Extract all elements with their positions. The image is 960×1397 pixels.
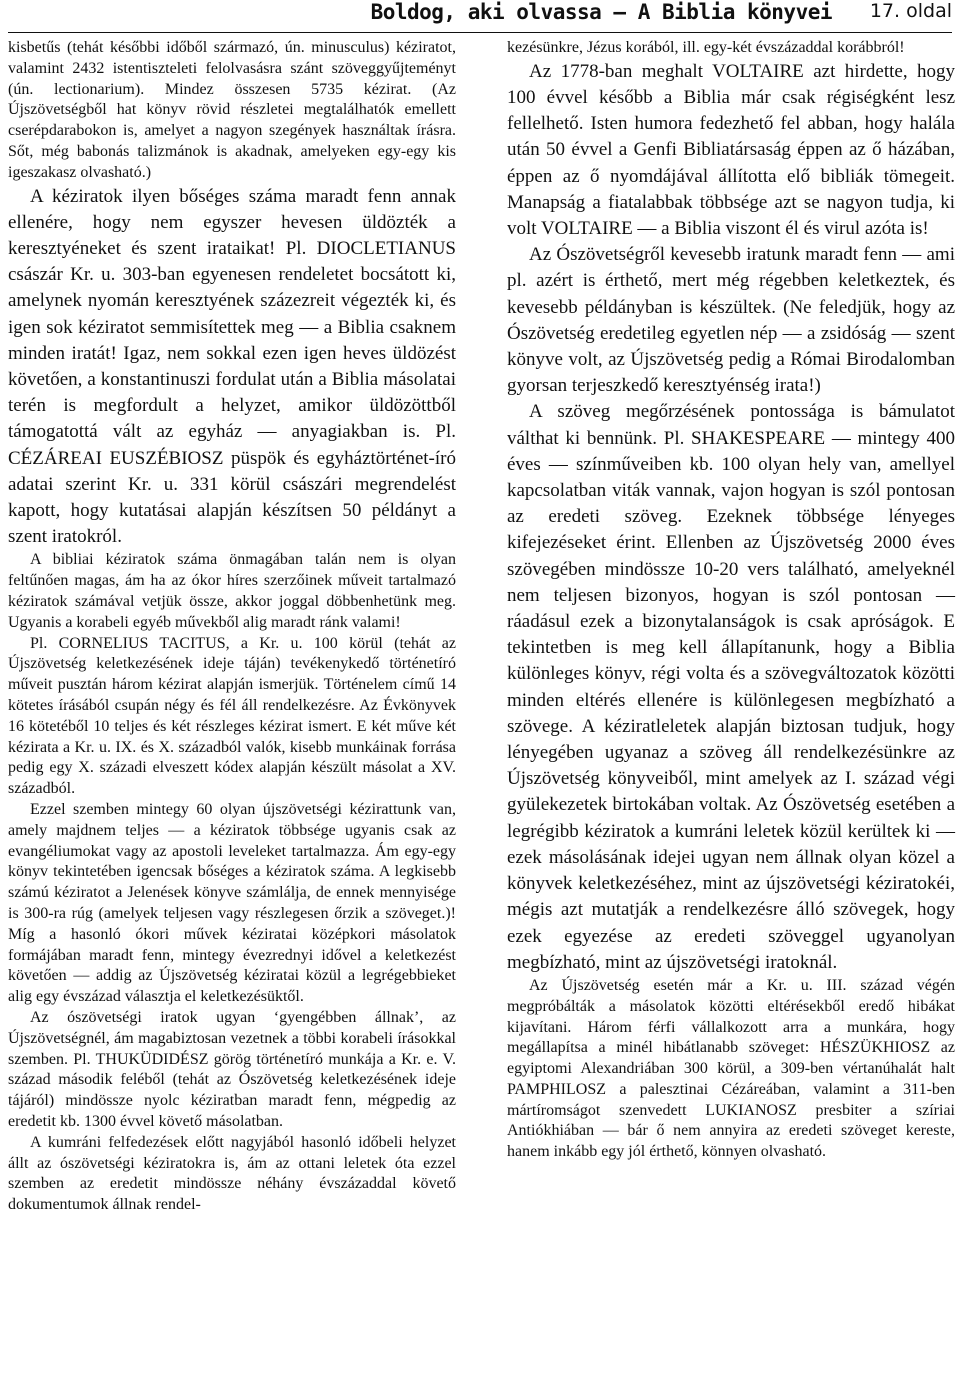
paragraph: Az Ószövetségről kevesebb iratunk maradt fenn — ami pl. azért is érthető, mert még régebben keletkeztek, és kevesebb példányban is készültek. (Ne feledjük, hogy az Ószövetség eredetileg egyetlen nép — a zsidóság — szent könyve volt, az Újszövetség pedig a Római Birodalomban gyorsan terjeszkedő keresztyénség irata!) xyxy=(507,244,955,397)
paragraph: Az ószövetségi iratok ugyan ‘gyengébben állnak’, az Újszövetségnél, ám magabiztosan vezetnek a többi korabeli írásokkal szemben. Pl. THUKÜDIDÉSZ görög történetíró munkája a Kr. e. V. század második feléből (tehát az Ószövetség keletkezésének ideje tájáról) mindössze nyolc kéziratban maradt fenn, mégpedig az eredetit kb. 1300 évvel követő másolatban. xyxy=(8,1008,456,1130)
page-number: 17. oldal xyxy=(869,0,952,22)
paragraph: kisbetűs (tehát későbbi időből származó, ún. minusculus) kéziratot, valamint 2432 istentiszteleti felolvasásra szánt szöveggyűjteményt (ún. lectionarium). Mindez összesen 5735 kézirat. (Az Újszövetségből hat könyv rövid részletei megtalálhatók emellett cserépdarabokon is, amelyet a nagyon szegények használtak írásra. Sőt, még babonás talizmánok is akadnak, amelyeken egy-egy kis igeszakasz olvasható.) xyxy=(8,39,456,181)
page-header xyxy=(8,0,952,33)
paragraph: Az 1778-ban meghalt VOLTAIRE azt hirdette, hogy 100 évvel később a Biblia már csak régiségként lesz fellelhető. Isten humora fedezhető fel abban, hogy halála után 50 évvel a Genfi Bibliatársaság éppen az ő házában, éppen az ő nyomdájával állította elő bibliák tömegeit. Manapság a fiatalabbak többsége azt se nagyon tudja, ki volt VOLTAIRE — a Biblia viszont él és virul azóta is! xyxy=(507,60,955,240)
paragraph: A bibliai kéziratok száma önmagában talán nem is olyan feltűnően magas, ám ha az ókor híres szerzőinek műveit tartalmazó kéziratok számával vetjük össze, akkor joggal döbbenhetünk meg. Ugyanis a korabeli egyéb művekből alig maradt ránk valami! xyxy=(8,551,456,631)
paragraph: Ezzel szemben mintegy 60 olyan újszövetségi kézirattunk van, amely majdnem teljes — a kéziratok többsége ugyanis csak az evangéliumokat vagy az apostoli leveleket tartalmazza. Ám egy-egy könyv tekintetében igencsak bőséges a kéziratok száma. A legkisebb számú kéziratot a Jelenések könyve számlálja, de ennek mennyisége is 300-ra rúg (amelyek teljesen vagy részlegesen őrzik a szöveget.)! Míg a hasonló ókori művek kéziratai középkori másolatok formájában maradt fenn, mintegy évezrednyi idővel a keletkezést követően — addig az Újszövetség kéziratai közül a legrégebbieket alig egy évszázad választja el keletkezésüktől. xyxy=(8,800,456,1006)
running-title: Boldog, aki olvassa — A Biblia könyvei xyxy=(370,0,832,24)
paragraph: A szöveg megőrzésének pontossága is bámulatot válthat ki bennünk. Pl. SHAKESPEARE — mintegy 400 éves — színműveiben kb. 100 olyan hely van, amellyel kapcsolatban viták vannak, vajon hogyan is szól pontosan az eredeti szöveg. Ezeknek többsége lényeges kifejezéseket érint. Ellenben az Újszövetség 2000 éves szövegében mindössze 10-20 vers található, amelyeknél nem teljesen bizonyos, hogyan is szól pontosan — ráadásul ezek a bizonytalanságok is csak apróságok. E tekintetben is meg kell állapítanunk, hogy a Biblia különleges könyv, régi volta és a szövegváltozatok közötti minden eltérés ellenére is különlegesen megbízható a szövege. A kéziratleletek alapján biztosan tudjuk, hogy lényegében ugyanaz a szöveg áll rendelkezésünkre az Újszövetség könyveiből, mint amelyek az I. század végi gyülekezetek birtokában voltak. Az Ószövetség esetében a legrégibb kéziratok a kumráni leletek közül kerültek ki — ezek másolásának idejei ugyan nem állnak olyan közel a könyvek keletkezéséhez, mint az újszövetségi kéziratokéi, mégis azt mutatják a rendelkezésre álló szövegek, hogy ezek egyezése az eredeti szöveggel ugyanolyan megbízható, mint az újszövetségi iratoknál. xyxy=(507,401,955,973)
left-column xyxy=(8,38,456,1216)
paragraph: Pl. CORNELIUS TACITUS, a Kr. u. 100 körül (tehát az Újszövetség keletkezésének ideje táján) tevékenykedő történetíró műveit pusztán három kézirat alapján ismerjük. Történelem című 14 kötetes írásából csupán négy és fél áll rendelkezésre. Az Évkönyvek 16 kötetéből 10 teljes és két részleges kézirat ismert. E két műve két kézirata a Kr. u. IX. és X. századból valók, kisebb munkáinak forrása pedig egy X. századi elveszett kódex alapján készült másolat a XV. századból. xyxy=(8,634,456,798)
paragraph: Az Újszövetség esetén már a Kr. u. III. század végén megpróbálták a másolatok közötti eltérésekből eredő hibákat kijavítani. Három férfi vállalkozott arra a munkára, hogy megállapítsa a minél hibátlanabb szöveget: HÉSZÜKHIOSZ az egyiptomi Alexandriában 300 körül, a 309-ben vértanúhalát halt PAMPHILOSZ a palesztinai Cézáreában, valamint a 311-ben mártíromságot szenvedett LUKIANOSZ presbiter a szíriai Antiókhiában — bár ő nem annyira az eredeti szöveget kereste, hanem inkább egy jól érthető, könnyen olvasható. xyxy=(507,976,955,1161)
paragraph: kezésünkre, Jézus korából, ill. egy-két évszázaddal korábbról! xyxy=(507,39,905,56)
right-column xyxy=(507,38,955,1163)
paragraph: A kéziratok ilyen bőséges száma maradt fenn annak ellenére, hogy nem egyszer hevesen üldözték a keresztyéneket és szent irataikat! Pl. DIOCLETIANUS császár Kr. u. 303-ban egyenesen rendeletet bocsátott ki, amelynek nyomán keresztyének százezreit végezték ki, és igen sok kéziratot semmisítettek meg — a Biblia csaknem minden iratát! Igaz, nem sokkal ezen igen heves üldözést követően, a konstantinuszi fordulat után a Biblia másolatai terén is megfordult a helyzet, amikor üldözöttből támogatottá vált az egyház — anyagiakban is. Pl. CÉZÁREAI EUSZÉBIOSZ püspök és egyháztörténet-író adatai szerint Kr. u. 331 körül császári megrendelést kapott, hogy kutatásai alapján készítsen 50 példányt a szent iratokról. xyxy=(8,185,456,548)
paragraph: A kumráni felfedezések előtt nagyjából hasonló időbeli helyzet állt az ószövetségi kéziratokra is, ám az ottani leletek óta ezzel szemben az eredetit mindössze néhány évszázaddal követő dokumentumok állnak rendel- xyxy=(8,1133,456,1214)
